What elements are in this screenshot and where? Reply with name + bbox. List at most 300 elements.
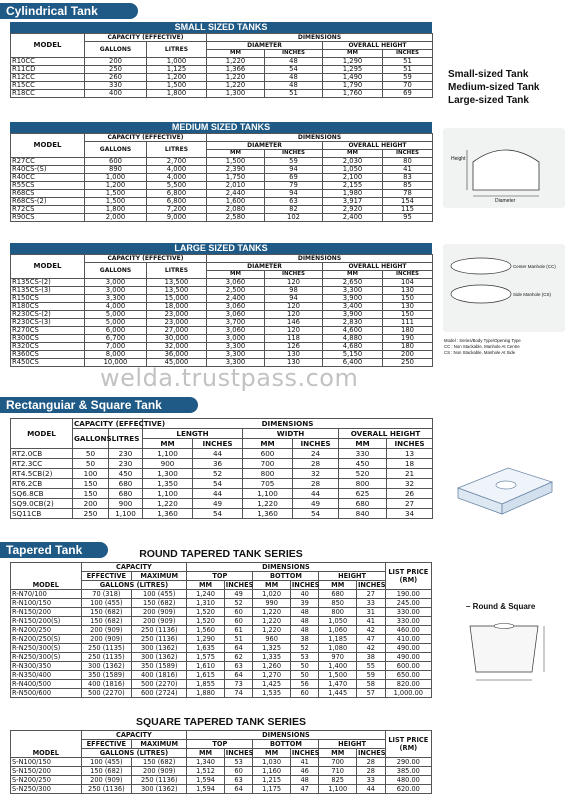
rm-label: (RM) [399,576,418,584]
table-cell: 1,880 [187,689,224,698]
table-cell: 48 [290,617,319,626]
table-cell: 40 [290,590,319,599]
table-row [11,489,433,499]
table-cell: 1,220 [207,58,265,66]
table-cell: R90CS [11,214,85,222]
col-height: HEIGHT [319,572,385,581]
table-cell: 69 [383,90,433,98]
col-mm: MM [323,50,383,58]
square-tapered-table [10,730,432,794]
col-inches: INCHES [225,581,254,589]
table-cell: 150 (682) [81,767,132,776]
table-cell: 2,400 [323,214,383,222]
list-price-label: LIST PRICE [388,568,429,576]
table-cell: 63 [224,662,253,671]
col-mm: MM [243,439,293,449]
table-cell: S-N250/300 [11,785,82,794]
table-cell: 33 [356,599,385,608]
tank-diagram-svg [443,128,565,208]
col-gallons-litres: GALLONS (LITRES) [81,581,187,590]
table-cell: 18,000 [147,303,207,311]
table-row [11,343,433,351]
table-cell: 245.00 [385,599,431,608]
table-cell: 3,300 [207,359,265,367]
table-cell: 200 [73,499,109,509]
table-cell: 1,500 [207,158,265,166]
table-cell: 7,200 [147,206,207,214]
table-row [11,608,432,617]
table-cell: 2,030 [323,158,383,166]
table-cell: S-N200/250 [11,776,82,785]
table-cell: R230CS-(2) [11,311,85,319]
rm-label: (RM) [399,744,418,752]
table-cell: 460.00 [385,626,431,635]
table-cell: 3,060 [207,279,265,287]
table-cell: 54 [193,509,243,519]
col-inches: INCHES [265,50,323,58]
table-cell: 520 [339,469,387,479]
table-cell: 2,700 [147,158,207,166]
table-cell: 1,080 [319,644,356,653]
table-cell: 180 [383,343,433,351]
table-row [11,335,433,343]
table-cell: 47 [290,785,319,794]
large-title: LARGE SIZED TANKS [10,243,432,254]
side-labels [448,68,540,107]
table-cell: 38 [290,635,319,644]
table-cell: 1,160 [253,767,290,776]
table-cell: 200 (909) [132,767,187,776]
legend-line-2: CC : Non Stackable, Manhole At Centre [444,344,520,349]
col-inches: INCHES [293,439,339,449]
table-cell: 200 (909) [81,635,132,644]
col-inches: INCHES [265,271,323,279]
table-cell: 2,500 [207,287,265,295]
table-cell: 1,445 [319,689,356,698]
table-cell: 600 [85,158,147,166]
table-row [11,174,433,182]
table-cell: R-N200/250 [11,626,82,635]
table-cell: 23,000 [147,319,207,327]
table-cell: 120 [265,303,323,311]
table-row [11,509,433,519]
table-cell: 120 [265,327,323,335]
col-overall-height: OVERALL HEIGHT [323,142,433,150]
table-cell: 95 [383,214,433,222]
table-cell: 69 [265,174,323,182]
table-cell: 6,800 [147,198,207,206]
table-cell: 59 [356,671,385,680]
table-cell: 60 [290,689,319,698]
table-cell: 61 [224,626,253,635]
table-cell: 200 (909) [81,626,132,635]
table-cell: 2,920 [323,206,383,214]
table-cell: RT2.0CB [11,449,73,459]
col-height: HEIGHT [319,740,385,749]
table-cell: 39 [290,599,319,608]
table-cell: 150 [383,311,433,319]
col-diameter: DIAMETER [207,42,323,50]
col-mm: MM [187,749,224,758]
table-cell: 126 [265,343,323,351]
table-cell: 500 (2270) [132,680,187,689]
table-cell: 1,500 [85,190,147,198]
table-cell: 250 [85,66,147,74]
table-cell: 85 [383,182,433,190]
col-mm: MM [323,150,383,158]
manhole-diagram [443,244,565,332]
col-model: MODEL [11,563,82,590]
table-cell: 150 [73,489,109,499]
table-cell: 1,800 [85,206,147,214]
table-cell: R72CS [11,206,85,214]
table-cell: 2,390 [207,166,265,174]
table-cell: 36,000 [147,351,207,359]
table-cell: 960 [253,635,290,644]
table-cell: 1,100 [243,489,293,499]
table-cell: 850 [319,599,356,608]
table-cell: 300 (1362) [132,785,187,794]
table-cell: 620.00 [385,785,431,794]
table-cell: 74 [224,689,253,698]
table-cell: 52 [193,469,243,479]
table-cell: R-N100/150 [11,599,82,608]
col-mm: MM [207,50,265,58]
table-cell: R-N150/200(S) [11,617,82,626]
table-row [11,671,432,680]
legend-line-3: CS : Non Stackable, Manhole At Side [444,350,516,355]
table-row [11,653,432,662]
table-cell: 4,680 [323,343,383,351]
rectangular-table [10,418,433,519]
col-capacity: CAPACITY [81,731,187,740]
table-cell: 450 [339,459,387,469]
round-tapered-title: ROUND TAPERED TANK SERIES [139,548,303,560]
col-capacity: CAPACITY (EFFECTIVE) [85,134,207,142]
label-small: Small-sized Tank [448,69,529,80]
table-cell: 1,594 [187,776,224,785]
table-cell: SQ9.0CB(2) [11,499,73,509]
table-cell: 1,520 [187,608,224,617]
table-row [11,319,433,327]
col-bottom: BOTTOM [253,740,319,749]
table-cell: 118 [265,335,323,343]
col-dimensions: DIMENSIONS [187,731,385,740]
table-cell: 1,020 [253,590,290,599]
table-cell: 1,500 [85,198,147,206]
table-cell: 1,100 [143,449,193,459]
table-cell: 1,560 [187,626,224,635]
col-gallons: GALLONS [73,429,109,449]
table-row [11,662,432,671]
col-list-price [385,563,431,590]
table-cell: 250 (1135) [81,644,132,653]
col-gallons: GALLONS [85,263,147,279]
table-cell: 3,000 [85,279,147,287]
table-cell: 820.00 [385,680,431,689]
table-cell: 330.00 [385,608,431,617]
table-cell: 710 [319,767,356,776]
col-overall-height: OVERALL HEIGHT [323,263,433,271]
table-cell: 1,512 [187,767,224,776]
table-cell: 150 [73,479,109,489]
col-model: MODEL [11,255,85,279]
col-capacity: CAPACITY (EFFECTIVE) [74,419,166,428]
table-cell: SQ11CB [11,509,73,519]
table-cell: 1,220 [253,626,290,635]
table-cell: 1,260 [253,662,290,671]
col-inches: INCHES [291,749,320,757]
table-cell: 5,000 [85,319,147,327]
table-cell: 290.00 [385,758,431,767]
section-rectangular: Rectanguiar & Square Tank [0,397,198,413]
table-cell: 800 [339,479,387,489]
table-cell: 1,400 [319,662,356,671]
table-cell: 44 [356,785,385,794]
table-cell: S-N100/150 [11,758,82,767]
table-cell: 400 (1816) [81,680,132,689]
table-cell: 1,000 [147,58,207,66]
table-cell: 94 [265,295,323,303]
table-cell: R180CS [11,303,85,311]
table-cell: 1,855 [187,680,224,689]
table-cell: 3,060 [207,303,265,311]
table-cell: 4,880 [323,335,383,343]
table-cell: 36 [193,459,243,469]
table-cell: 54 [293,509,339,519]
table-cell: R-N250/300(S) [11,653,82,662]
table-cell: 82 [265,206,323,214]
table-cell: 28 [356,758,385,767]
col-inches: INCHES [265,150,323,158]
table-cell: RT2.3CC [11,459,73,469]
table-cell: 32,000 [147,343,207,351]
table-cell: 330 [339,449,387,459]
section-tapered: Tapered Tank [0,542,108,558]
table-cell: 52 [290,644,319,653]
table-cell: 400 (1816) [132,671,187,680]
table-cell: 1,000 [85,174,147,182]
table-cell: 650.00 [385,671,431,680]
table-cell: 63 [265,198,323,206]
col-litres: LITRES [147,142,207,158]
table-cell: 120 [265,311,323,319]
table-cell: 31 [356,608,385,617]
col-mm: MM [207,150,265,158]
table-cell: 100 (455) [81,758,132,767]
table-cell: 60 [224,617,253,626]
table-row [11,469,433,479]
table-row [11,295,433,303]
table-cell: 1,220 [143,499,193,509]
col-litres: LITRES [147,263,207,279]
table-row [11,758,432,767]
center-manhole-label: Center Manhole (CC) [513,264,556,269]
col-diameter: DIAMETER [207,142,323,150]
medium-tanks-table [10,133,433,222]
table-row [11,166,433,174]
table-cell: 130 [383,303,433,311]
table-cell: 1,125 [147,66,207,74]
table-cell: 13,500 [147,279,207,287]
list-price-label: LIST PRICE [388,736,429,744]
table-row [11,198,433,206]
table-cell: 680 [109,479,143,489]
table-cell: 1,500 [319,671,356,680]
table-cell: R-N150/200 [11,608,82,617]
table-cell: 6,000 [85,327,147,335]
table-cell: 1,200 [147,74,207,82]
table-cell: 2,010 [207,182,265,190]
table-cell: 1,200 [85,182,147,190]
table-cell: 150 (682) [132,599,187,608]
table-cell: 1,310 [187,599,224,608]
table-cell: 6,700 [85,335,147,343]
table-cell: R450CS [11,359,85,367]
height-label: Height [451,156,466,162]
model-legend [444,338,521,356]
table-cell: 1,335 [253,653,290,662]
label-large: Large-sized Tank [448,95,529,106]
table-cell: 50 [73,449,109,459]
table-row [11,303,433,311]
table-row [11,351,433,359]
table-cell: 1,425 [253,680,290,689]
medium-title: MEDIUM SIZED TANKS [10,122,432,133]
diameter-label: Diameter [495,198,516,204]
table-cell: R40CS-(S) [11,166,85,174]
side-manhole-label: Side Manhole (CS) [513,292,552,297]
table-cell: 98 [265,287,323,295]
table-cell: 51 [265,90,323,98]
table-cell: 1,220 [207,82,265,90]
table-row [11,190,433,198]
table-cell: 2,155 [323,182,383,190]
table-cell: 50 [290,662,319,671]
col-dimensions: DIMENSIONS [143,419,433,429]
table-cell: 47 [356,635,385,644]
col-dimensions: DIMENSIONS [187,563,385,572]
table-cell: 4,000 [147,166,207,174]
table-cell: 1,220 [253,617,290,626]
table-cell: 1,300 [207,90,265,98]
table-cell: 100 [73,469,109,479]
table-cell: 3,060 [207,311,265,319]
small-title: SMALL SIZED TANKS [10,22,432,33]
table-cell: 200 [383,351,433,359]
table-cell: 250 (1135) [81,653,132,662]
table-cell: 60 [224,608,253,617]
table-cell: 27 [356,590,385,599]
table-cell: 115 [383,206,433,214]
table-cell: R270CS [11,327,85,335]
table-cell: 28 [293,479,339,489]
rect-tank-svg [448,458,558,518]
col-model: MODEL [11,731,82,758]
table-cell: 46 [290,767,319,776]
table-cell: 28 [356,767,385,776]
table-cell: 48 [265,58,323,66]
table-cell: R-N500/600 [11,689,82,698]
table-cell: 30,000 [147,335,207,343]
table-row [11,327,433,335]
table-cell: 1,290 [323,58,383,66]
table-cell: 1,470 [319,680,356,689]
table-cell: 48 [265,82,323,90]
table-cell: R68CS [11,190,85,198]
table-cell: R-N250/300(S) [11,644,82,653]
table-cell: 800 [319,608,356,617]
table-cell: 600 (2724) [132,689,187,698]
table-cell: 21 [387,469,433,479]
table-cell: 130 [383,287,433,295]
table-cell: 450 [109,469,143,479]
table-cell: 600 [243,449,293,459]
table-cell: 70 [383,82,433,90]
table-cell: R150CS [11,295,85,303]
table-cell: 350 (1589) [132,662,187,671]
table-cell: 15,000 [147,295,207,303]
table-cell: 62 [224,653,253,662]
table-cell: 53 [224,758,253,767]
table-cell: 2,000 [85,214,147,222]
table-row [11,74,433,82]
table-row [11,499,433,509]
table-cell: R11CD [11,66,85,74]
table-cell: 1,575 [187,653,224,662]
table-row [11,90,433,98]
col-inches: INCHES [291,581,320,589]
table-cell: 230 [109,459,143,469]
table-cell: 1,100 [109,509,143,519]
table-cell: 250 (1136) [132,635,187,644]
table-cell: 45,000 [147,359,207,367]
table-cell: R-N70/100 [11,590,82,599]
table-cell: 27,000 [147,327,207,335]
table-cell: 27 [387,499,433,509]
tank-dimension-diagram [443,128,565,208]
table-cell: 300 (1362) [132,653,187,662]
table-cell: 4,000 [147,174,207,182]
col-inches: INCHES [383,50,433,58]
table-cell: 64 [224,785,253,794]
table-cell: 1,295 [323,66,383,74]
col-model: MODEL [11,34,85,58]
table-cell: 150 (682) [81,608,132,617]
table-cell: 1,030 [253,758,290,767]
table-cell: 100 (455) [81,599,132,608]
table-cell: 2,100 [323,174,383,182]
table-cell: 59 [383,74,433,82]
table-cell: 1,594 [187,785,224,794]
table-cell: 5,150 [323,351,383,359]
table-cell: 51 [224,635,253,644]
table-cell: 1,175 [253,785,290,794]
table-cell: 3,900 [323,295,383,303]
table-cell: RT4.5CB(2) [11,469,73,479]
watermark: welda.trustpass.com [100,364,359,392]
col-bottom: BOTTOM [253,572,319,581]
table-row [11,449,433,459]
table-cell: R300CS [11,335,85,343]
table-row [11,459,433,469]
table-cell: 70 (318) [81,590,132,599]
table-cell: 111 [383,319,433,327]
table-cell: 970 [319,653,356,662]
table-cell: 130 [265,359,323,367]
table-cell: 1,366 [207,66,265,74]
table-cell: 330.00 [385,617,431,626]
